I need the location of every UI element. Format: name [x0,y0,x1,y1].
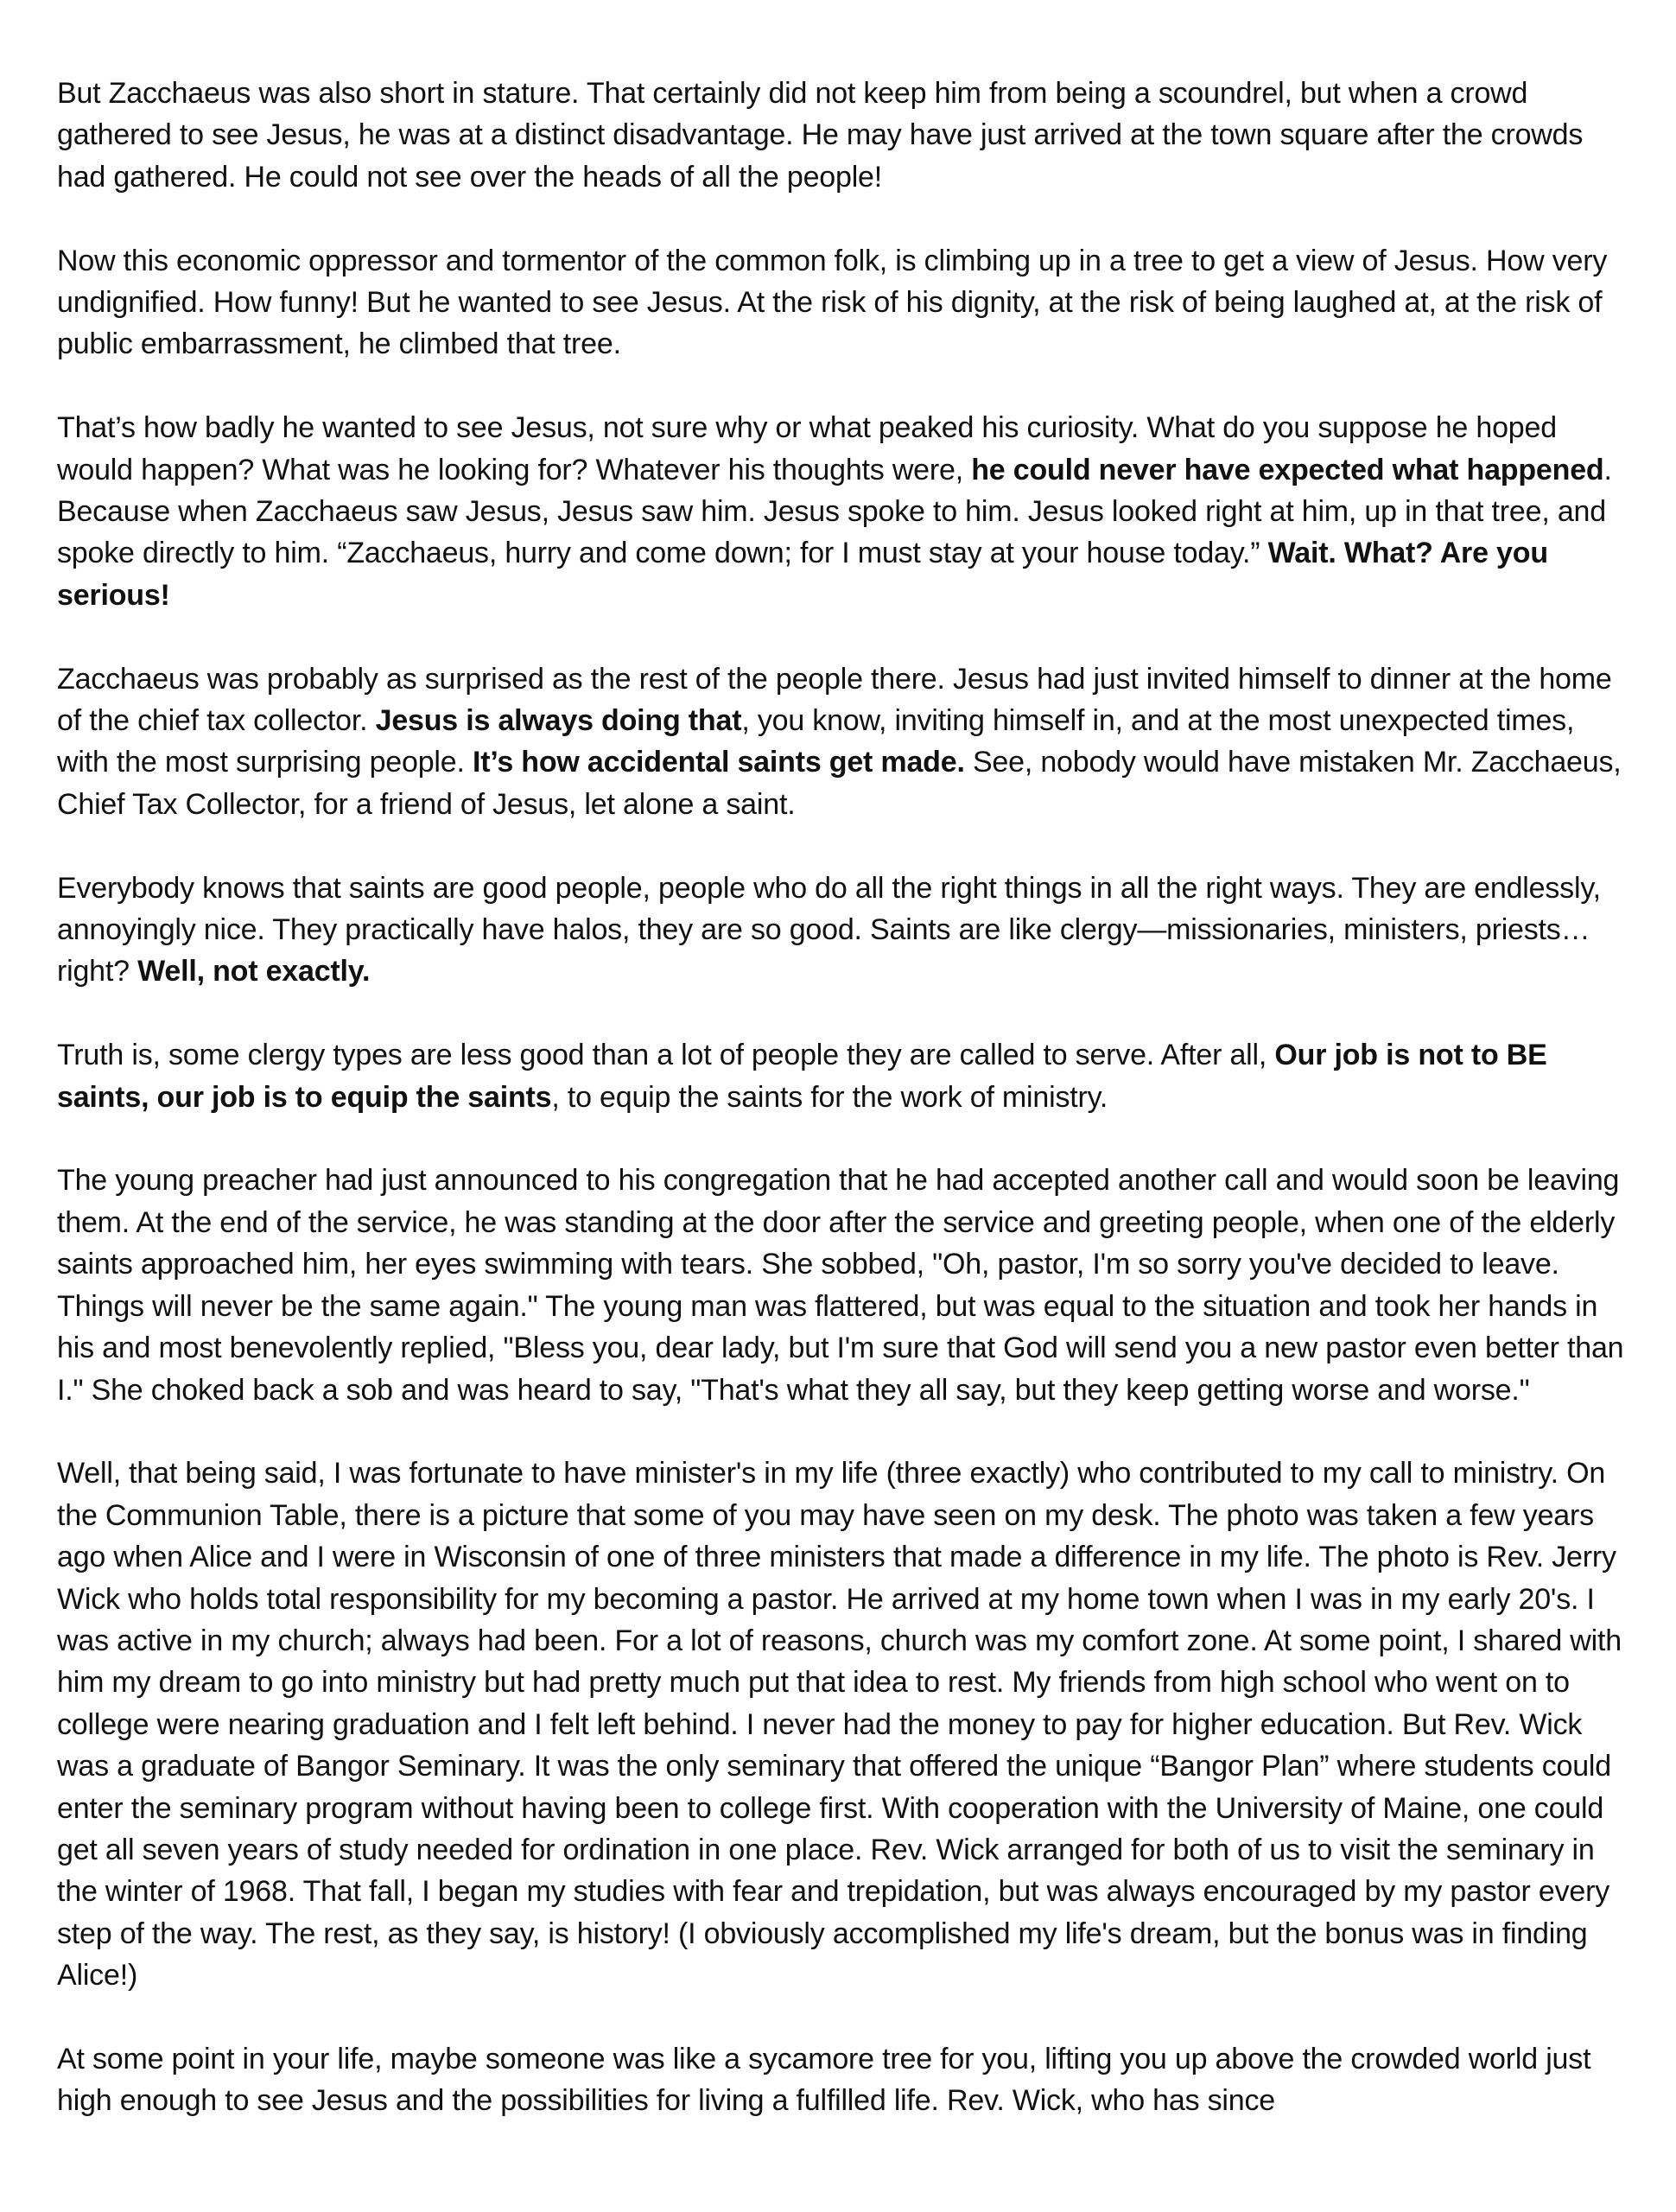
text-run: At some point in your life, maybe someone was like a sycamore tree for you, lifting you up above the crowded world just high enough to see Jesus and the possibilities for living a fulfilled life. Rev. Wick, who has since [57,2042,1591,2118]
bold-text-run: Our job is not to BE saints, our job is to equip the saints [57,1039,1547,1114]
text-run: But Zacchaeus was also short in stature. That certainly did not keep him from being a scoundrel, but when a crowd gathered to see Jesus, he was at a distinct disadvantage. He may have just arrived at the town square after the crowds had gathered. He could not see over the heads of all the people! [57,77,1584,194]
bold-text-run: Jesus is always doing that [375,704,742,738]
text-run: Well, that being said, I was fortunate to have minister's in my life (three exactly) who contributed to my call to ministry. On the Communion Table, there is a picture that some of you may have seen on my desk. The photo was taken a few years ago when Alice and I were in Wisconsin of one of three ministers that made a difference in my life. The photo is Rev. Jerry Wick who holds total responsibility for my becoming a pastor. He arrived at my home town when I was in my early 20's. I was active in my church; always had been. For a lot of reasons, church was my comfort zone. At some point, I shared with him my dream to go into ministry but had pretty much put that idea to rest. My friends from high school who went on to college were nearing graduation and I felt left behind. I never had the money to pay for higher education. But Rev. Wick was a graduate of Bangor Seminary. It was the only seminary that offered the unique “Bangor Plan” where students could enter the seminary program without having been to college first. With cooperation with the University of Maine, one could get all seven years of study needed for ordination in one place. Rev. Wick arranged for both of us to visit the seminary in the winter of 1968. That fall, I began my studies with fear and trepidation, but was always encouraged by my pastor every step of the way. The rest, as they say, is history! (I obviously accomplished my life's dream, but the bonus was in finding Alice!) [57,1457,1622,1993]
text-run: Zacchaeus was probably as surprised as the rest of the people there. Jesus had just invited himself to dinner at the home of the chief tax collector. [57,662,1612,738]
bold-text-run: It’s how accidental saints get made. [472,746,965,779]
text-run: . Because when Zacchaeus saw Jesus, Jesus saw him. Jesus spoke to him. Jesus looked right at him, up in that tree, and spoke directly to him. “Zacchaeus, hurry and come down; for I must stay at your house today.” [57,453,1612,570]
text-run: Everybody knows that saints are good people, people who do all the right things in all the right ways. They are endlessly, annoyingly nice. They practically have halos, they are so good. Saints are like clergy—missionaries, ministers, priests… right? [57,871,1601,988]
paragraph [57,1452,1629,1996]
paragraph [57,868,1629,993]
paragraph [57,407,1629,616]
paragraph [57,1160,1629,1410]
text-run: Now this economic oppressor and tormentor of the common folk, is climbing up in a tree to get a view of Jesus. How very undignified. How funny! But he wanted to see Jesus. At the risk of his dignity, at the risk of being laughed at, at the risk of public embarrassment, he climbed that tree. [57,244,1608,361]
paragraph [57,1034,1629,1118]
bold-text-run: Wait. What? Are you serious! [57,537,1548,612]
paragraph [57,240,1629,365]
paragraph [57,73,1629,198]
text-run: That’s how badly he wanted to see Jesus, not sure why or what peaked his curiosity. What do you suppose he hoped would happen? What was he looking for? Whatever his thoughts were, [57,411,1557,486]
paragraph [57,658,1629,826]
text-run: See, nobody would have mistaken Mr. Zacchaeus, Chief Tax Collector, for a friend of Jesus, let alone a saint. [57,746,1622,821]
text-run: , to equip the saints for the work of ministry. [551,1080,1108,1114]
bold-text-run: he could never have expected what happened [971,453,1604,486]
text-run: The young preacher had just announced to his congregation that he had accepted another call and would soon be leaving them. At the end of the service, he was standing at the door after the service and greeting people, when one of the elderly saints approached him, her eyes swimming with tears. She sobbed, "Oh, pastor, I'm so sorry you've decided to leave. Things will never be the same again." The young man was flattered, but was equal to the situation and took her hands in his and most benevolently replied, "Bless you, dear lady, but I'm sure that God will send you a new pastor even better than I." She choked back a sob and was heard to say, "That's what they all say, but they keep getting worse and worse." [57,1164,1624,1407]
text-run: , you know, inviting himself in, and at the most unexpected times, with the most surprising people. [57,704,1575,779]
document-body [57,73,1629,2164]
paragraph [57,2038,1629,2122]
text-run: Truth is, some clergy types are less good than a lot of people they are called to serve. After all, [57,1039,1275,1072]
bold-text-run: Well, not exactly. [137,955,371,988]
